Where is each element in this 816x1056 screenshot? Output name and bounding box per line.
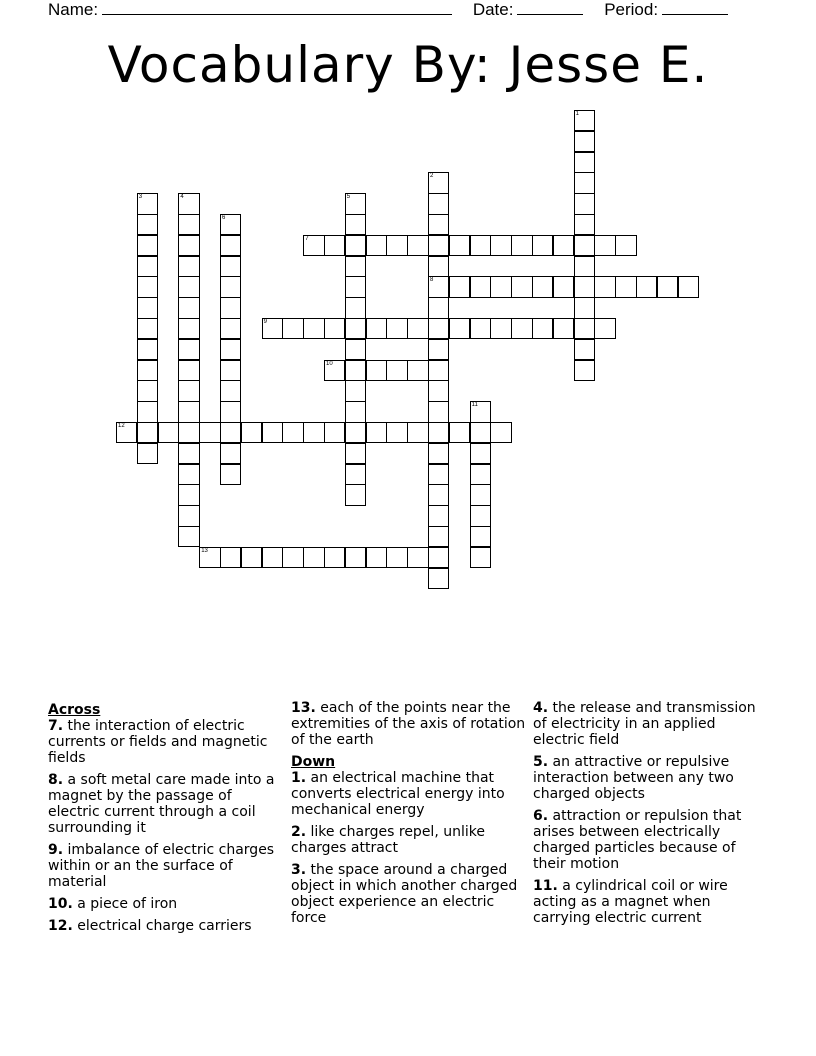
- clue-text: an attractive or repulsive interaction between any two charged objects: [533, 754, 734, 802]
- crossword-cell[interactable]: [366, 318, 387, 339]
- clue-text: the space around a charged object in which another charged object experience an electric force: [291, 862, 518, 926]
- crossword-cell[interactable]: [428, 318, 449, 339]
- name-label: Name:: [48, 0, 99, 19]
- crossword-cell[interactable]: [532, 235, 553, 256]
- clue-number: 8.: [48, 772, 64, 788]
- clue-down-6: [533, 808, 769, 872]
- clue-number-label: 3: [138, 194, 143, 201]
- crossword-cell[interactable]: [137, 339, 158, 360]
- crossword-cell[interactable]: [324, 235, 345, 256]
- crossword-cell[interactable]: [220, 443, 241, 464]
- crossword-cell[interactable]: [428, 547, 449, 568]
- crossword-cell[interactable]: [386, 547, 407, 568]
- crossword-cell[interactable]: [449, 276, 470, 297]
- crossword-cell[interactable]: [220, 360, 241, 381]
- crossword-cell[interactable]: [199, 422, 220, 443]
- crossword-cell[interactable]: [407, 422, 428, 443]
- crossword-cell[interactable]: [241, 547, 262, 568]
- crossword-cell[interactable]: [345, 443, 366, 464]
- clue-number-label: 7: [305, 235, 309, 242]
- crossword-cell[interactable]: [574, 214, 595, 235]
- clue-down-3: [291, 862, 527, 926]
- crossword-cell[interactable]: [594, 235, 615, 256]
- crossword-cell[interactable]: [428, 339, 449, 360]
- clue-text: a piece of iron: [77, 896, 178, 912]
- crossword-cell[interactable]: [366, 360, 387, 381]
- crossword-cell[interactable]: [303, 235, 324, 256]
- crossword-cell[interactable]: [553, 276, 574, 297]
- crossword-cell[interactable]: [490, 276, 511, 297]
- crossword-cell[interactable]: [428, 214, 449, 235]
- clue-column-3: [533, 700, 769, 932]
- clue-across-7: [48, 718, 284, 766]
- crossword-cell[interactable]: [137, 443, 158, 464]
- crossword-cell[interactable]: [220, 318, 241, 339]
- clue-number: 13.: [291, 700, 316, 716]
- crossword-cell[interactable]: [345, 401, 366, 422]
- crossword-cell[interactable]: [324, 422, 345, 443]
- clue-number: 10.: [48, 896, 73, 912]
- crossword-cell[interactable]: [407, 547, 428, 568]
- clue-number: 6.: [533, 808, 549, 824]
- crossword-cell[interactable]: [449, 235, 470, 256]
- crossword-cell[interactable]: [428, 256, 449, 277]
- clue-number-label: 9: [263, 319, 267, 325]
- crossword-cell[interactable]: [428, 297, 449, 318]
- crossword-cell[interactable]: [220, 256, 241, 277]
- clue-text: a cylindrical coil or wire acting as a magnet when carrying electric current: [533, 878, 728, 926]
- crossword-cell[interactable]: [199, 547, 220, 568]
- clue-text: an electrical machine that converts electrical energy into mechanical energy: [291, 770, 505, 818]
- crossword-cell[interactable]: [428, 568, 449, 589]
- crossword-cell[interactable]: [178, 484, 199, 505]
- crossword-cell[interactable]: [574, 235, 595, 256]
- crossword-cell[interactable]: [470, 401, 491, 422]
- crossword-cell[interactable]: [220, 339, 241, 360]
- crossword-cell[interactable]: [428, 193, 449, 214]
- crossword-cell[interactable]: [428, 422, 449, 443]
- date-label: Date:: [472, 0, 514, 19]
- crossword-cell[interactable]: [553, 318, 574, 339]
- crossword-cell[interactable]: [511, 318, 532, 339]
- crossword-cell[interactable]: [470, 464, 491, 485]
- clue-number: 11.: [533, 878, 558, 894]
- clue-down-1: [291, 770, 527, 818]
- clue-text: a soft metal care made into a magnet by the passage of electric current through a coil surrounding it: [48, 772, 275, 836]
- crossword-cell[interactable]: [178, 276, 199, 297]
- crossword-cell[interactable]: [428, 380, 449, 401]
- crossword-cell[interactable]: [282, 318, 303, 339]
- clue-column-1: [48, 700, 284, 940]
- crossword-cell[interactable]: [594, 276, 615, 297]
- crossword-cell[interactable]: [470, 547, 491, 568]
- crossword-cell[interactable]: [220, 547, 241, 568]
- crossword-cell[interactable]: [532, 276, 553, 297]
- crossword-cell[interactable]: [178, 318, 199, 339]
- crossword-cell[interactable]: [137, 297, 158, 318]
- crossword-cell[interactable]: [324, 318, 345, 339]
- crossword-cell[interactable]: [428, 172, 449, 193]
- crossword-cell[interactable]: [178, 256, 199, 277]
- clue-number: 5.: [533, 754, 549, 770]
- clue-number: 3.: [291, 862, 307, 878]
- crossword-cell[interactable]: [490, 318, 511, 339]
- clue-across-13: [291, 700, 527, 748]
- clue-number: 1.: [291, 770, 307, 786]
- crossword-cell[interactable]: [178, 526, 199, 547]
- crossword-cell[interactable]: [470, 484, 491, 505]
- crossword-cell[interactable]: [386, 318, 407, 339]
- clue-text: like charges repel, unlike charges attract: [291, 824, 485, 856]
- clue-down-2: [291, 824, 527, 856]
- clue-number-label: 11: [471, 402, 478, 409]
- crossword-cell[interactable]: [594, 318, 615, 339]
- crossword-cell[interactable]: [428, 505, 449, 526]
- clue-number-label: 12: [118, 423, 125, 429]
- crossword-cell[interactable]: [220, 276, 241, 297]
- clue-text: the release and transmission of electricity in an applied electric field: [533, 700, 756, 748]
- crossword-cell[interactable]: [137, 360, 158, 381]
- crossword-cell[interactable]: [178, 464, 199, 485]
- crossword-cell[interactable]: [262, 547, 283, 568]
- clue-across-10: [48, 896, 284, 912]
- crossword-cell[interactable]: [220, 214, 241, 235]
- crossword-cell[interactable]: [220, 235, 241, 256]
- crossword-cell[interactable]: [574, 297, 595, 318]
- crossword-cell[interactable]: [574, 360, 595, 381]
- clue-text: electrical charge carriers: [77, 918, 252, 934]
- clue-down-11: [533, 878, 769, 926]
- crossword-cell[interactable]: [386, 360, 407, 381]
- clue-number: 4.: [533, 700, 549, 716]
- crossword-cell[interactable]: [178, 214, 199, 235]
- crossword-cell[interactable]: [490, 422, 511, 443]
- crossword-cell[interactable]: [428, 235, 449, 256]
- clue-number: 7.: [48, 718, 64, 734]
- crossword-cell[interactable]: [449, 318, 470, 339]
- crossword-cell[interactable]: [470, 235, 491, 256]
- crossword-cell[interactable]: [262, 318, 283, 339]
- crossword-cell[interactable]: [470, 422, 491, 443]
- crossword-cell[interactable]: [470, 318, 491, 339]
- crossword-cell[interactable]: [345, 214, 366, 235]
- crossword-cell[interactable]: [532, 318, 553, 339]
- clue-text: attraction or repulsion that arises between electrically charged particles because of their motion: [533, 808, 742, 872]
- clue-number: 12.: [48, 918, 73, 934]
- crossword-cell[interactable]: [262, 422, 283, 443]
- crossword-cell[interactable]: [470, 526, 491, 547]
- crossword-cell[interactable]: [657, 276, 678, 297]
- crossword-cell[interactable]: [428, 464, 449, 485]
- crossword-cell[interactable]: [470, 505, 491, 526]
- crossword-cell[interactable]: [574, 276, 595, 297]
- crossword-cell[interactable]: [615, 235, 636, 256]
- clue-across-12: [48, 918, 284, 934]
- crossword-cell[interactable]: [303, 547, 324, 568]
- down-heading: Down: [291, 754, 336, 770]
- crossword-cell[interactable]: [345, 256, 366, 277]
- crossword-cell[interactable]: [345, 276, 366, 297]
- period-label: Period:: [604, 0, 659, 19]
- crossword-cell[interactable]: [511, 276, 532, 297]
- clue-number-label: 8: [430, 277, 434, 284]
- crossword-cell[interactable]: [449, 422, 470, 443]
- crossword-cell[interactable]: [490, 235, 511, 256]
- crossword-cell[interactable]: [574, 318, 595, 339]
- across-heading: Across: [48, 702, 101, 718]
- crossword-cell[interactable]: [345, 422, 366, 443]
- crossword-cell[interactable]: [574, 131, 595, 152]
- crossword-cell[interactable]: [178, 422, 199, 443]
- crossword-cell[interactable]: [241, 422, 262, 443]
- clue-number-label: 2: [430, 173, 434, 180]
- crossword-cell[interactable]: [366, 547, 387, 568]
- clue-number-label: 1: [575, 111, 579, 117]
- crossword-cell[interactable]: [137, 276, 158, 297]
- crossword-cell[interactable]: [407, 318, 428, 339]
- crossword-cell[interactable]: [345, 193, 366, 214]
- crossword-cell[interactable]: [428, 443, 449, 464]
- clue-text: each of the points near the extremities of the axis of rotation of the earth: [291, 700, 526, 748]
- crossword-cell[interactable]: [678, 276, 699, 297]
- crossword-cell[interactable]: [345, 360, 366, 381]
- crossword-cell[interactable]: [137, 214, 158, 235]
- crossword-cell[interactable]: [574, 152, 595, 173]
- crossword-cell[interactable]: [178, 235, 199, 256]
- clue-text: imbalance of electric charges within or an the surface of material: [48, 842, 275, 890]
- crossword-cell[interactable]: [574, 339, 595, 360]
- crossword-cell[interactable]: [137, 318, 158, 339]
- crossword-cell[interactable]: [137, 422, 158, 443]
- crossword-cell[interactable]: [178, 401, 199, 422]
- crossword-cell[interactable]: [386, 235, 407, 256]
- crossword-cell[interactable]: [220, 297, 241, 318]
- crossword-cell[interactable]: [137, 235, 158, 256]
- crossword-cell[interactable]: [366, 235, 387, 256]
- crossword-cell[interactable]: [137, 401, 158, 422]
- crossword-cell[interactable]: [137, 256, 158, 277]
- crossword-cell[interactable]: [303, 422, 324, 443]
- clue-across-9: [48, 842, 284, 890]
- crossword-cell[interactable]: [553, 235, 574, 256]
- crossword-cell[interactable]: [324, 547, 345, 568]
- clue-number-label: 5: [346, 194, 351, 201]
- crossword-cell[interactable]: [178, 380, 199, 401]
- crossword-cell[interactable]: [158, 422, 179, 443]
- crossword-cell[interactable]: [366, 422, 387, 443]
- crossword-cell[interactable]: [574, 193, 595, 214]
- crossword-cell[interactable]: [178, 193, 199, 214]
- crossword-cell[interactable]: [116, 422, 137, 443]
- crossword-cell[interactable]: [178, 443, 199, 464]
- crossword-cell[interactable]: [282, 422, 303, 443]
- crossword-cell[interactable]: [428, 526, 449, 547]
- crossword-cell[interactable]: [345, 484, 366, 505]
- clue-number: 9.: [48, 842, 64, 858]
- crossword-cell[interactable]: [345, 235, 366, 256]
- crossword-cell[interactable]: [178, 297, 199, 318]
- clue-column-2: [291, 700, 527, 932]
- crossword-cell[interactable]: [282, 547, 303, 568]
- crossword-cell[interactable]: [511, 235, 532, 256]
- crossword-cell[interactable]: [428, 484, 449, 505]
- clue-number-label: 6: [222, 215, 226, 221]
- clue-number-label: 10: [326, 360, 333, 367]
- clue-number: 2.: [291, 824, 307, 840]
- crossword-cell[interactable]: [345, 339, 366, 360]
- crossword-cell[interactable]: [178, 339, 199, 360]
- clue-text: the interaction of electric currents or fields and magnetic fields: [48, 718, 268, 766]
- crossword-cell[interactable]: [428, 401, 449, 422]
- clue-down-5: [533, 754, 769, 802]
- crossword-cell[interactable]: [137, 380, 158, 401]
- crossword-cell[interactable]: [407, 235, 428, 256]
- crossword-cell[interactable]: [220, 422, 241, 443]
- clue-across-8: [48, 772, 284, 836]
- crossword-cell[interactable]: [345, 297, 366, 318]
- crossword-cell[interactable]: [345, 464, 366, 485]
- crossword-cell[interactable]: [574, 110, 595, 131]
- crossword-cell[interactable]: [407, 360, 428, 381]
- crossword-cell[interactable]: [220, 401, 241, 422]
- crossword-cell[interactable]: [574, 256, 595, 277]
- crossword-cell[interactable]: [428, 276, 449, 297]
- page-title: Vocabulary By: Jesse E.: [107, 36, 709, 94]
- clue-number-label: 13: [201, 547, 208, 554]
- crossword-cell[interactable]: [428, 360, 449, 381]
- crossword-cell[interactable]: [324, 360, 345, 381]
- crossword-cell[interactable]: [345, 380, 366, 401]
- clue-down-4: [533, 700, 769, 748]
- crossword-cell[interactable]: [178, 360, 199, 381]
- clue-number-label: 4: [180, 194, 184, 201]
- crossword-cell[interactable]: [303, 318, 324, 339]
- crossword-cell[interactable]: [615, 276, 636, 297]
- crossword-cell[interactable]: [386, 422, 407, 443]
- crossword-cell[interactable]: [470, 443, 491, 464]
- crossword-cell[interactable]: [636, 276, 657, 297]
- crossword-cell[interactable]: [220, 380, 241, 401]
- crossword-cell[interactable]: [345, 547, 366, 568]
- crossword-cell[interactable]: [345, 318, 366, 339]
- crossword-cell[interactable]: [470, 276, 491, 297]
- crossword-cell[interactable]: [220, 464, 241, 485]
- crossword-cell[interactable]: [178, 505, 199, 526]
- crossword-cell[interactable]: [574, 172, 595, 193]
- crossword-cell[interactable]: [137, 193, 158, 214]
